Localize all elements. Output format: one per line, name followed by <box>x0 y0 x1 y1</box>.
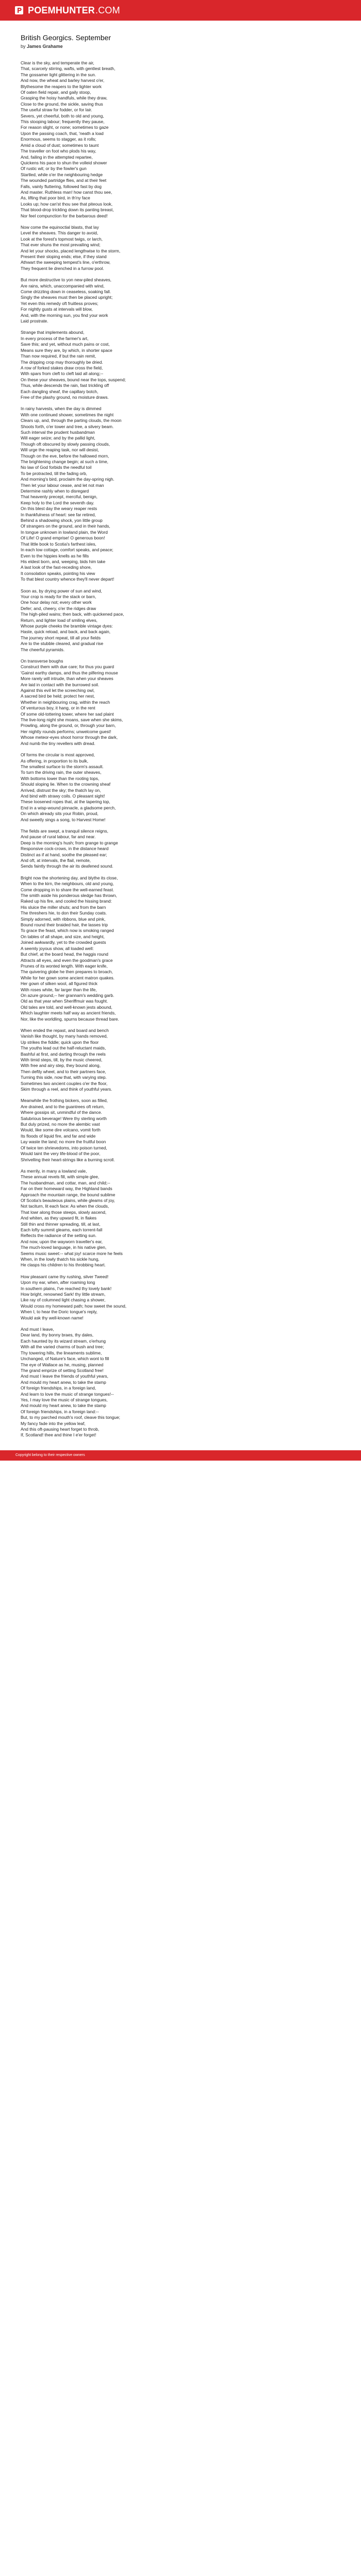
poem-line: Unchanged, of Nature's face, which wont to fill <box>21 1356 109 1362</box>
poem-line: A row of forked stakes draw cross the field, <box>21 365 103 370</box>
poem-line: Against this evil let the screeching owl, <box>21 688 95 693</box>
poem-line: But duly prized, no more the alembic vast <box>21 1122 100 1127</box>
poem-line: Prowling, along the ground, or, through your barn, <box>21 723 116 728</box>
poem-line: Bashful at first, and darting through the reels <box>21 1051 106 1057</box>
poem-line: Sends faintly through the air its deafened sound. <box>21 863 113 869</box>
stanza <box>21 225 340 272</box>
poem-line: With one continued shower, sometimes the night <box>21 412 114 417</box>
stanza <box>21 1327 340 1438</box>
poem-line: And oft, at intervals, the flail, remote, <box>21 858 91 863</box>
poem-line: Even to the hippies knells as he fills <box>21 553 89 558</box>
poem-line: Behind a shadowing shock, yon little group <box>21 518 103 523</box>
poem-line: Up strikes the fiddle; quick upon the floor <box>21 1039 99 1045</box>
poem-line: Skim through a reel, and think of youthful years. <box>21 1087 112 1092</box>
stanza <box>21 406 340 582</box>
poem-line: With roses white, far larger than the life, <box>21 987 97 992</box>
poem-line: Dear land, thy bonny braes, thy dales, <box>21 1332 94 1338</box>
brand-name: POEM <box>28 5 56 15</box>
stanza <box>21 330 340 400</box>
poem-line: The husbandman, and cottar, man, and child;-- <box>21 1180 110 1185</box>
poem-line: Are rains, which, unaccompanied with wind, <box>21 283 105 289</box>
poem-line: But, to my parched mouth's roof, cleave this tongue; <box>21 1415 120 1420</box>
poem-line: My fancy fade into the yellow leaf, <box>21 1420 86 1426</box>
poem-line: Amid a cloud of dust; sometimes to taunt <box>21 142 99 148</box>
poem-line: As, lifting that poor bird, in th'ny face <box>21 195 90 201</box>
poem-line: When, in the lowly thatch his sickle hung, <box>21 1257 100 1262</box>
poem-line: With spars from cleft to cleft laid all along;-- <box>21 371 104 377</box>
poem-line: Grasping the hoisy handfuls, while they draw, <box>21 95 108 101</box>
poem-line: End in a wisp-wound pinnacle, a gladsome perch, <box>21 805 116 810</box>
poem-line: Would cross my homeward path; how sweet the sound, <box>21 1303 127 1309</box>
poem-line: Quickens his pace to shun the volleid shower <box>21 160 107 165</box>
poem-line: 'Gainst earthy damps, and thus the pilfering mouse <box>21 670 118 675</box>
poem-line: His eldest born, and, weeping, bids him take <box>21 558 106 564</box>
poem-line: Vanish like thought, by many hands removed, <box>21 1033 108 1039</box>
poem-line: Bound round their braided hair, the lasses trip <box>21 922 108 928</box>
poem-line: Where gossips sit, unmindful of the dance. <box>21 1110 102 1115</box>
site-footer <box>0 1450 361 1461</box>
poem-line: More rarely will intrude, than when your sheaves <box>21 676 113 682</box>
poem-line: Sometimes two ancient couples o'er the floor, <box>21 1080 108 1086</box>
poem-line: Old tales are told, and well-known jests abound, <box>21 1004 112 1010</box>
poem-line: Shrivelling their heart-strings like a burning scroll. <box>21 1157 115 1162</box>
stanza <box>21 588 340 653</box>
poem-line: Not taciturn, lit each face: As when the clouds, <box>21 1204 109 1209</box>
poem-title: British Georgics. September <box>21 33 111 42</box>
poem-line: Its floods of liquid fire, and far and wide <box>21 1133 96 1139</box>
poem-line: The useful straw for fodder, or for lair. <box>21 107 92 113</box>
poem-line: Reflects the radiance of the setting sun. <box>21 1233 97 1239</box>
poem-line: In every process of the farmer's art, <box>21 335 89 341</box>
stanza <box>21 828 340 870</box>
poem-line: Clears up, and, through the parting clouds, the moon <box>21 418 122 423</box>
poem-line: Close to the ground, the sickle, saving thus <box>21 101 103 107</box>
poem-line: Free of the plashy ground, no moisture draws. <box>21 394 109 400</box>
poem-line: Bright now the shortening day, and blythe its close, <box>21 875 118 880</box>
poem-line: And pause of rural labour, far and near. <box>21 834 96 840</box>
poem-line: Will eager seize; and by the pallid light, <box>21 435 95 441</box>
poem-line: A last look of the fast-receding shore, <box>21 565 92 570</box>
poem-line: The live-long night she moans, save when she skims, <box>21 717 123 723</box>
poem-line: Deep is the morning's hush; from grange to grange <box>21 840 118 845</box>
stanza <box>21 1168 340 1268</box>
stanza <box>21 752 340 823</box>
poem-line: That blood-drop trickling down its panting breast, <box>21 207 114 213</box>
poem-line: Turning this side, now that, with varying step. <box>21 1075 107 1080</box>
poem-line: And whiten, as they upward fit, in flakes <box>21 1215 97 1221</box>
poem-line: These annual revels fill, with simple glee, <box>21 1174 100 1180</box>
poem-line: On tables of all shape, and size, and height, <box>21 934 105 939</box>
poem-line: Whose meteor-eyes shoot horror through the dark, <box>21 735 118 740</box>
poem-line: Which laughter meets half way as ancient friends, <box>21 1010 116 1016</box>
poem-line: And mould my heart anew, to take the stamp <box>21 1379 106 1385</box>
poem-line: Enormous, seems to stagger, as it rolls; <box>21 137 96 142</box>
poem-line: Save this; and yet, without much pains or cost, <box>21 342 110 347</box>
poem-line: Your crop is ready for the stack or barn, <box>21 594 96 599</box>
copyright-text: Copyright belong to their respective owners <box>15 1453 85 1458</box>
poem-line: And this oft-pausing heart forget to throb, <box>21 1426 100 1432</box>
poem-line: Means sure they are, by which, in shorter space <box>21 347 112 353</box>
poem-line: A sacred bird be held; protect her nest, <box>21 693 95 699</box>
poem-line: Of Life! O grand emprise! O generous boon! <box>21 535 105 541</box>
poem-line: Then deftly wheel, and to their partners face, <box>21 1069 106 1074</box>
poem-line: Of strangers on the ground, and in their hands, <box>21 523 110 529</box>
poem-line: For reason slight, or none; sometimes to gaze <box>21 125 109 130</box>
poem-line: Yes, I may love the music of strange tongues, <box>21 1397 108 1402</box>
brand-domain: HUNTER <box>55 5 95 15</box>
poem-line: Defer; and, cheery, o'er the ridges draw <box>21 605 96 611</box>
brand-tld: .COM <box>95 5 120 15</box>
poem-line: One hour delay not; every other work <box>21 600 92 605</box>
poem-line: Severs, yet cheerful, both to old and young, <box>21 113 104 118</box>
poem-line: They frequent lie drenched in a furrow pool. <box>21 265 104 271</box>
poem-line: And now, the wheat and barley harvest o'er, <box>21 78 105 83</box>
poem-line: Salubrious beverage! Were thy sterling worth <box>21 1115 107 1121</box>
poem-line: Startled, while o'er the neighbouring hedge <box>21 172 103 177</box>
poem-line: To be protracted, till the fading orb, <box>21 470 87 476</box>
poem-line: The dripping crop may thoroughly be dried. <box>21 359 103 365</box>
poem-line: How pleasant came thy rushing, silver Tweed! <box>21 1274 109 1279</box>
poem-line: Are to the stubble cleared, and gradual rise <box>21 641 104 647</box>
poem-line: Each lofty summit gleams, each torrent-fall <box>21 1227 103 1232</box>
stanza <box>21 1274 340 1321</box>
poem-line: And mould my heart anew, to take the stamp <box>21 1403 106 1409</box>
poem-line: Of foreign friendships, in a foreign land:-- <box>21 1409 99 1414</box>
stanza <box>21 658 340 747</box>
stanza <box>21 1098 340 1162</box>
poem-line: Though on the eve, before the hallowed morn, <box>21 453 109 459</box>
poem-line: Meanwhile the frothing bickers, soon as filled, <box>21 1098 108 1104</box>
site-logo[interactable] <box>14 5 120 16</box>
poem-line: To that blest country whence they'll never depart! <box>21 577 114 582</box>
poem-line: Should sloping lie. When to the crowning sheaf <box>21 782 111 787</box>
poem-line: Attracts all eyes, and even the goodman's grace <box>21 957 113 963</box>
poem-line: The wounded partridge flies, and at their feet <box>21 178 107 183</box>
poem-line: Athwart the sweeping tempest's line, o'erthrow, <box>21 260 111 265</box>
poem-line: But more destructive to yon new-piled sheaves, <box>21 277 111 283</box>
author-link[interactable]: James Grahame <box>27 44 63 49</box>
poem-line: With all the varied charms of bush and tree; <box>21 1344 104 1350</box>
poem-line: And must I leave, <box>21 1327 54 1332</box>
stanza <box>21 60 340 219</box>
poem-line: As offering, in proportion to its bulk, <box>21 758 89 764</box>
poem-line: The cheerful pyramids. <box>21 647 65 652</box>
poem-line: Would ask thy well-known name! <box>21 1315 84 1320</box>
poem-line: Her nightly rounds performs; unwelcome guest! <box>21 728 111 734</box>
poem-line: Determine rashly when to disregard <box>21 488 89 494</box>
poem-line: Clear is the sky, and temperate the air, <box>21 60 94 65</box>
poem-line: But chief, at the board head, the haggis round <box>21 952 108 957</box>
poem-line: Will urge the reaping task, nor will desist, <box>21 447 99 453</box>
poem-line: Yet even this remedy oft fruitless proves; <box>21 300 99 306</box>
poem-line: Thus, while descends the rain, fast trickling off <box>21 383 109 388</box>
poem-line: Each dangling sheaf, the capillary botch, <box>21 388 99 394</box>
poem-line: It consolation speaks, pointing his view <box>21 570 95 576</box>
poem-line: On transverse boughs <box>21 658 63 664</box>
poem-line: Of rustic wit; or by the fowler's gun <box>21 166 87 172</box>
poem-line: Falls, vainly fluttering, followed fast by dog <box>21 183 102 189</box>
poem-line: And bind with strawy coils. O pleasant sight! <box>21 793 105 799</box>
poem-body <box>21 60 340 1438</box>
poem-line: Responsive cock-crows, in the distance heard <box>21 846 109 852</box>
poem-line: With free and airy step, they bound along, <box>21 1063 101 1069</box>
poem-line: Of forms the circular is most approved, <box>21 752 95 758</box>
poem-line: Her gown of silken wool, all figured thick <box>21 981 97 987</box>
poem-line: Old as that year when Sheriffmuir was fought. <box>21 998 108 1004</box>
poem-line: Present their sloping ends; else, if they stand <box>21 254 107 259</box>
poem-line: Of some old-tottering tower, where her sad plaint <box>21 711 114 717</box>
poem-line: To grace the feast, which now is smoking ranged <box>21 928 114 934</box>
poem-line: The smallest surface to the storm's assault. <box>21 764 104 769</box>
poem-line: And learn to love the music of strange tongues!-- <box>21 1391 114 1397</box>
poem-line: Like ray of columned light chasing a shower, <box>21 1297 106 1303</box>
poem-line: Raked up his fire, and cooled the hissing brand: <box>21 899 112 904</box>
poem-line: Approach the mountain range, the bound sublime <box>21 1192 116 1197</box>
poem-line: Distinct as if at hand, soothe the pleased ear; <box>21 852 107 857</box>
poem-line: Whose purple cheeks the bramble vintage dyes: <box>21 623 113 629</box>
poem-line: That lowr along those steeps, slowly ascend, <box>21 1209 107 1215</box>
poem-line: Would, like some dire volcano, vomit forth <box>21 1127 101 1133</box>
poem-line: While for her gown some ancient matron quakes. <box>21 975 115 980</box>
poem-line: And let your shocks, placed lengthwise to the storm, <box>21 248 121 253</box>
poem-line: Haste, quick reload, and back, and back again, <box>21 629 111 635</box>
stanza <box>21 1028 340 1092</box>
poem-line: When to the kirn, the neighbours, old and young, <box>21 881 114 887</box>
poem-line: When ended the repast, and board and bench <box>21 1027 109 1033</box>
poem-line: The eye of Wallace as he, musing, planned <box>21 1362 104 1367</box>
poem-line: That little book to Scotia's farthest isles, <box>21 541 96 547</box>
poem-line: Far on their homeward way, the Highland bands <box>21 1186 112 1192</box>
poem-line: His sluice the miller shuts; and from the barn <box>21 904 106 910</box>
poem-line: On azure ground,-- her grannam's wedding garb. <box>21 992 114 998</box>
poem-line: The gossamer light glittering in the sun. <box>21 72 96 77</box>
poem-line: Of venturous boy, it hang, or in the rent <box>21 705 95 711</box>
poem-line: Nor, like the worldling, spurns because thread bare. <box>21 1016 119 1022</box>
poem-line: Of twice ten shrievedoms, into poison turned, <box>21 1145 107 1150</box>
poem-line: That heavenly precept, merciful, benign, <box>21 494 97 500</box>
poem-line: With timid steps, till, by the music cheered, <box>21 1057 103 1062</box>
poem-container <box>0 21 361 1450</box>
poem-line: Then let your labour cease, and let not man <box>21 482 104 488</box>
poem-line: As merrily, in many a lowland vale, <box>21 1168 87 1174</box>
poem-line: Come dropping in to share the well-earned feast. <box>21 887 114 892</box>
poem-line: And, failing in the attempted repartee, <box>21 154 93 160</box>
site-header <box>0 0 361 21</box>
poem-line: The threshers hie, to don their Sunday coats. <box>21 910 107 916</box>
poem-line: Are drained, and to the guantrees oft return, <box>21 1104 105 1109</box>
poem-line: Of oaten field repair, and gaily stoop, <box>21 90 91 95</box>
poem-line: Each haunted by its wizard stream, o'erhung <box>21 1338 106 1344</box>
poem-line: Prunes of its wonted length. With eager knife, <box>21 963 108 969</box>
poem-line: No law of God forbids the needful toil <box>21 465 92 470</box>
poem-line: Of foreign friendships, in a foreign land, <box>21 1385 96 1391</box>
poem-line: Upon the passing coach, that, 'neath a load <box>21 130 104 136</box>
poem-line: That, scarcely stirring, wafts, with gentlest breath, <box>21 66 116 72</box>
poem-line: To turn the driving rain, the outer sheaves, <box>21 770 102 775</box>
byline <box>21 44 340 49</box>
poem-line: If, Scotland! thee and thine I e'er forget! <box>21 1432 96 1438</box>
poem-line: Keep holy to the Lord the seventh day. <box>21 500 94 505</box>
poem-line: And must I leave the friends of youthful years, <box>21 1374 108 1379</box>
poem-line: Upon my ear, when, after roaming long <box>21 1280 95 1285</box>
poem-line: The much-loved language, in his native glen, <box>21 1245 107 1250</box>
poem-line: Joined awkwardly, yet to the crowded guests <box>21 940 106 945</box>
poem-line: How bright, renowned Sark! thy little stream, <box>21 1292 106 1297</box>
poem-line: Strange that implements abound, <box>21 330 85 335</box>
poem-line: A seemly joyous show, all loaded well: <box>21 945 94 951</box>
poem-line: The journey short repeat, till all your fields <box>21 635 101 640</box>
poem-line: The smith aside his ponderous sledge has thrown, <box>21 893 117 899</box>
poem-line: Than now required, if but the rain remit, <box>21 353 96 359</box>
poem-line: Blythesome the reapers to the lighter work <box>21 83 102 89</box>
poem-line: Thy towering hills, the lineaments sublime, <box>21 1350 102 1355</box>
poem-line: Of Scotia's beauteous plains, while gleams of joy, <box>21 1197 115 1203</box>
poem-line: The brightening change begin; at such a time, <box>21 459 108 464</box>
poem-line: And now, upon the wayworn traveller's ear, <box>21 1239 103 1244</box>
poem-line: Would taint the very life-blood of the poor, <box>21 1151 101 1157</box>
poem-line: Now come the equinoctial blasts, that lay <box>21 224 99 230</box>
poem-line: Such interval the prudent husbandman <box>21 429 95 435</box>
by-label: by <box>21 44 26 49</box>
poem-line: The grand emprize of setting Scotland free! <box>21 1367 104 1373</box>
poem-line: For nightly gusts at intervals will blow, <box>21 307 93 312</box>
poem-line: On these your sheaves, bound near the tops, suspend; <box>21 377 126 382</box>
poem-line: And, with the morning sun, you find your work <box>21 312 108 318</box>
poem-line: Laid prostrate. <box>21 318 48 324</box>
poem-line: In southern plains, I've reached thy lovely bank! <box>21 1285 112 1291</box>
poem-line: The high-piled wains; then back, with quickened pace, <box>21 612 124 617</box>
poem-line: Whether in neighbouring crag, within the reach <box>21 699 110 705</box>
poem-line: And numb the tiny revellers with dread. <box>21 740 95 746</box>
poem-line: Level the sheaves. This danger to avoid, <box>21 230 99 236</box>
poem-line: In thankfulness of heart: see far retired, <box>21 512 96 517</box>
poem-line: Singly the sheaves must then be placed upright; <box>21 295 113 300</box>
poem-line: And morning's bird, proclaim the day-spring nigh. <box>21 477 114 482</box>
poem-line: The youths lead out the half-reluctant maids, <box>21 1045 106 1051</box>
poem-line: Return, and lighter load of smiling elves, <box>21 617 97 623</box>
poem-line: Arrived, distrust the sky; the thatch lay on, <box>21 787 101 793</box>
poem-line: He clasps his children to his throbbing heart. <box>21 1262 106 1268</box>
poem-line: On this blest day the weary reaper rests <box>21 506 97 512</box>
poem-line: When I, to hear the Doric tongue's reply, <box>21 1309 98 1315</box>
poem-line: With bottoms lower than the rooting tops, <box>21 775 100 781</box>
poem-line: That ever shuns the most prevailing wind; <box>21 242 101 248</box>
poem-line: Shoots forth, o'er tower and tree, a silvery beam. <box>21 423 114 429</box>
poem-line: These loosened ropes that, at the tapering top, <box>21 799 110 805</box>
poem-line: Are laid in contact with the burrowed soil. <box>21 682 100 687</box>
poem-line: Still thin and thinner spreading, till, at last, <box>21 1221 101 1227</box>
p-logo-icon <box>14 6 24 15</box>
poem-line: Seems music sweet:-- what joy! scarce more he feels <box>21 1250 123 1256</box>
stanza <box>21 875 340 1022</box>
poem-line: Lay waste the land; no more the fruitful boon <box>21 1139 106 1145</box>
poem-line: Come drizzling down in ceaseless, soaking fall. <box>21 289 111 295</box>
poem-line: In each low cottage, comfort speaks, and peace; <box>21 547 113 553</box>
poem-line: In rainy harvests, when the day is dimmed <box>21 406 102 412</box>
poem-line: Simply adorned, with ribbons, blue and pink, <box>21 916 106 922</box>
poem-line: Construct them with due care; for thus you guard <box>21 664 114 670</box>
stanza <box>21 277 340 324</box>
poem-line: The traveller on foot who plods his way, <box>21 148 96 154</box>
poem-line: In tongue unknown in lowland plain, the Word <box>21 529 108 535</box>
poem-line: On which already sits your Robin, proud, <box>21 811 99 817</box>
poem-line: Though oft obscured by slowly passing clouds, <box>21 441 110 447</box>
poem-line: The quivering globe he then prepares to broach, <box>21 969 113 975</box>
poem-line: The fields are swept, a tranquil silence reigns, <box>21 828 108 834</box>
poem-line: And sweetly sings a song, to Harvest Home! <box>21 817 106 822</box>
poem-line: Look at the forest's topmost twigs, or larch, <box>21 236 103 242</box>
poem-line: Nor feel compunction for the barbarous deed! <box>21 213 108 218</box>
poem-line: Soon as, by drying power of sun and wind, <box>21 588 102 594</box>
poem-line: And master. Ruthless man! how canst thou see, <box>21 189 112 195</box>
poem-line: Looks up; how can'st thou see that piteous look, <box>21 201 113 207</box>
poem-line: This stooping labour; frequently they pause, <box>21 119 105 125</box>
